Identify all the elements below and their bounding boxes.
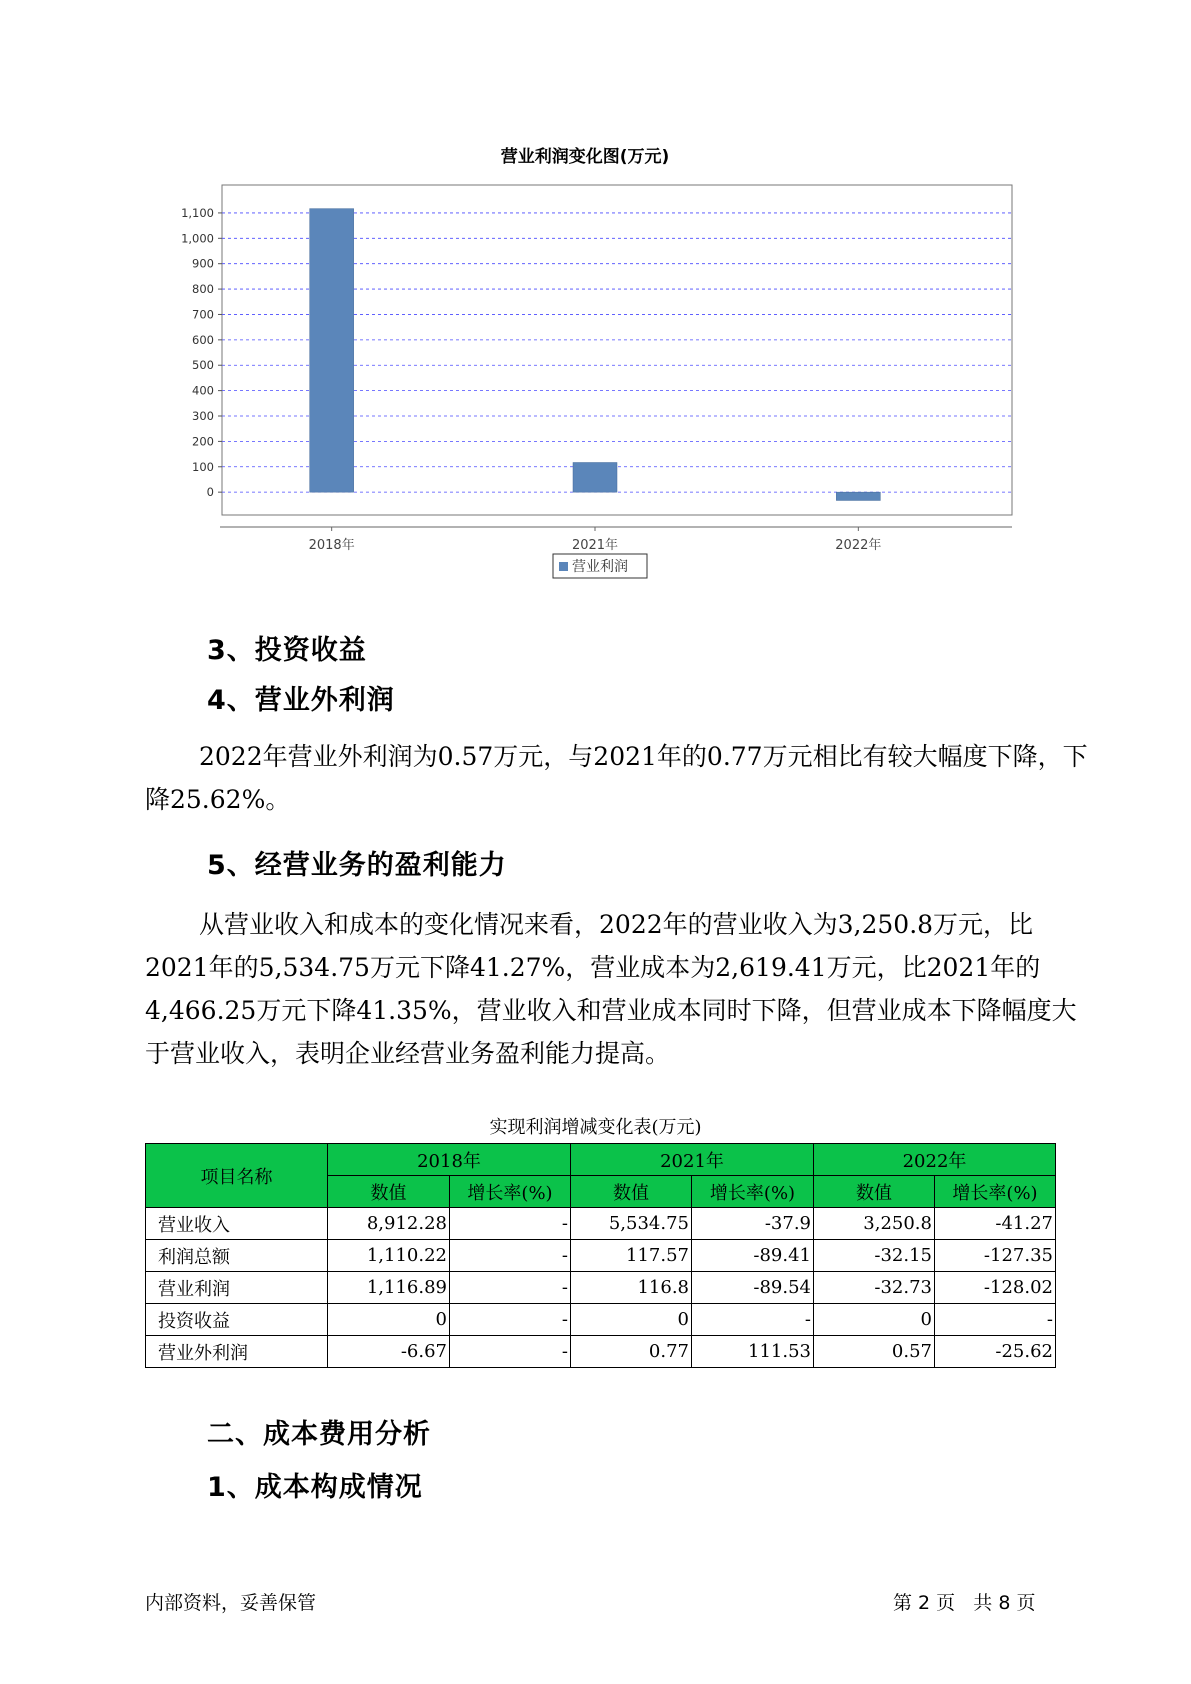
cell: 111.53 [692, 1336, 814, 1368]
cell: - [450, 1208, 571, 1240]
table-title: 实现利润增减变化表(万元) [489, 1117, 702, 1138]
paragraph-text: 2022年营业外利润为0.57万元，与2021年的0.77万元相比有较大幅度下降，下降25.62%。 [145, 742, 1088, 814]
row-label: 利润总额 [146, 1240, 328, 1272]
header-year: 2021年 [571, 1144, 814, 1176]
cell: -6.67 [328, 1336, 450, 1368]
cell: 116.8 [571, 1272, 692, 1304]
table-row [146, 1336, 1056, 1368]
header-item-name: 项目名称 [146, 1144, 328, 1208]
y-tick-label: 900 [192, 256, 214, 271]
cell: 0.57 [814, 1336, 935, 1368]
header-rate: 增长率(%) [935, 1176, 1056, 1208]
legend-swatch [559, 562, 568, 571]
cell: - [450, 1272, 571, 1304]
header-rate: 增长率(%) [450, 1176, 571, 1208]
cell: 0 [328, 1304, 450, 1336]
paragraph-non-operating-profit [145, 735, 1090, 821]
y-tick-label: 700 [192, 307, 214, 322]
cell: -25.62 [935, 1336, 1056, 1368]
cell: 1,110.22 [328, 1240, 450, 1272]
cell: 117.57 [571, 1240, 692, 1272]
x-tick-label: 2018年 [308, 538, 355, 553]
heading-investment-income: 3、投资收益 [207, 635, 367, 666]
cell: -89.41 [692, 1240, 814, 1272]
profit-chart [150, 130, 1020, 600]
chart-canvas [150, 130, 1020, 600]
legend-label: 营业利润 [572, 559, 628, 575]
y-tick-label: 200 [192, 434, 214, 449]
bar [310, 209, 354, 493]
y-tick-label: 300 [192, 409, 214, 423]
cell: - [450, 1304, 571, 1336]
cell: -32.15 [814, 1240, 935, 1272]
cell: - [692, 1304, 814, 1336]
table-row [146, 1272, 1056, 1304]
row-label: 营业利润 [146, 1272, 328, 1304]
y-tick-label: 1,000 [181, 231, 214, 246]
cell: 3,250.8 [814, 1208, 935, 1240]
cell: 0 [571, 1304, 692, 1336]
chart-title: 营业利润变化图(万元) [500, 147, 670, 167]
cell: - [450, 1336, 571, 1368]
paragraph-text: 从营业收入和成本的变化情况来看，2022年的营业收入为3,250.8万元，比2021年的5,534.75万元下降41.27%，营业成本为2,619.41万元，比2021年的4,466.25万元下降41.35%，营业收入和营业成本同时下降，但营业成本下降幅度大于营业收入，表明企业经营业务盈利能力提高。 [145, 910, 1077, 1068]
row-label: 营业收入 [146, 1208, 328, 1240]
cell: -32.73 [814, 1272, 935, 1304]
paragraph-profitability [145, 903, 1090, 1075]
profit-change-table [145, 1143, 1056, 1368]
y-tick-label: 500 [192, 358, 214, 373]
cell: - [935, 1304, 1056, 1336]
heading-profitability: 5、经营业务的盈利能力 [207, 850, 507, 881]
row-label: 投资收益 [146, 1304, 328, 1336]
table-row [146, 1240, 1056, 1272]
header-year: 2018年 [328, 1144, 571, 1176]
table-row [146, 1304, 1056, 1336]
cell: 0 [814, 1304, 935, 1336]
header-rate: 增长率(%) [692, 1176, 814, 1208]
cell: - [450, 1240, 571, 1272]
row-label: 营业外利润 [146, 1336, 328, 1368]
cell: -127.35 [935, 1240, 1056, 1272]
header-value: 数值 [814, 1176, 935, 1208]
header-value: 数值 [571, 1176, 692, 1208]
y-tick-label: 1,100 [181, 205, 214, 220]
footer-page-number: 第 2 页 共 8 页 [893, 1592, 1036, 1614]
y-tick-label: 800 [192, 282, 214, 297]
cell: 5,534.75 [571, 1208, 692, 1240]
cell: 0.77 [571, 1336, 692, 1368]
cell: 8,912.28 [328, 1208, 450, 1240]
y-tick-label: 0 [206, 485, 214, 500]
cell: -41.27 [935, 1208, 1056, 1240]
heading-cost-analysis: 二、成本费用分析 [207, 1419, 431, 1450]
x-tick-label: 2022年 [835, 538, 882, 553]
y-tick-label: 100 [192, 459, 214, 474]
x-tick-label: 2021年 [571, 538, 619, 553]
table-row [146, 1208, 1056, 1240]
cell: 1,116.89 [328, 1272, 450, 1304]
header-value: 数值 [328, 1176, 450, 1208]
y-tick-label: 400 [192, 383, 214, 398]
y-tick-label: 600 [192, 332, 214, 347]
heading-non-operating-profit: 4、营业外利润 [207, 685, 395, 716]
bar [836, 492, 880, 500]
bar [573, 463, 617, 493]
footer-confidential: 内部资料，妥善保管 [145, 1592, 317, 1614]
heading-cost-structure: 1、成本构成情况 [207, 1472, 423, 1503]
header-year: 2022年 [814, 1144, 1056, 1176]
cell: -128.02 [935, 1272, 1056, 1304]
cell: -89.54 [692, 1272, 814, 1304]
cell: -37.9 [692, 1208, 814, 1240]
